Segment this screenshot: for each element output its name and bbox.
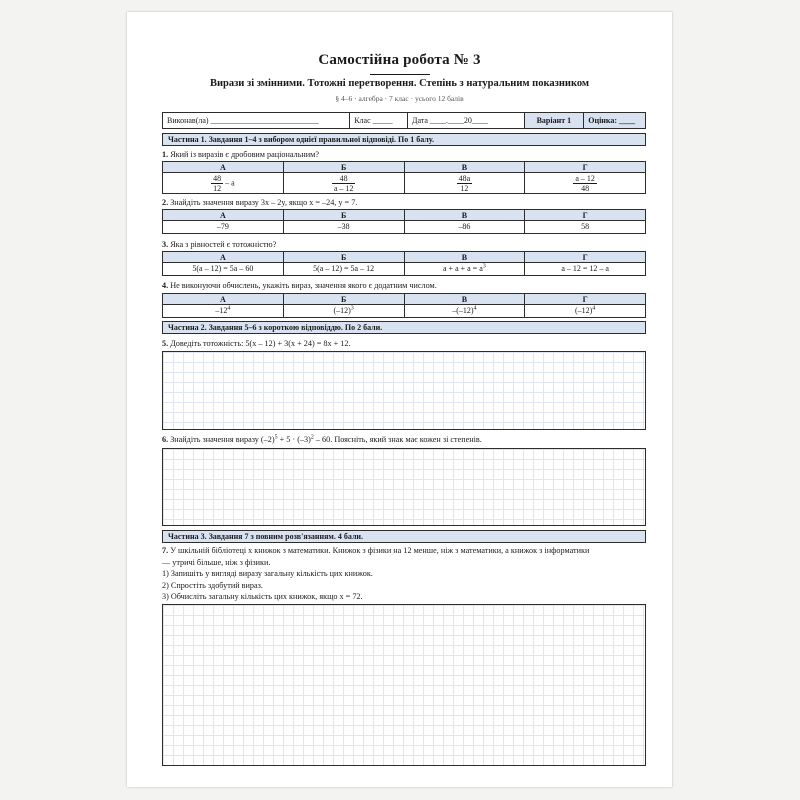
question-number: 3. <box>162 240 169 249</box>
answer-option-a[interactable]: $-12^4$ <box>163 305 284 318</box>
question-text: У шкільній бібліотеці x книжок з математики. Книжок з фізики на 12 менше, ніж з математики, а книжок з інформатики <box>170 546 590 555</box>
answer-option-a[interactable]: –79 <box>163 221 284 234</box>
option-header-a: А <box>163 210 284 221</box>
answer-option-b[interactable]: 5(a – 12) = 5a – 12 <box>283 263 404 276</box>
answer-option-d[interactable]: a – 12 = 12 – a <box>525 263 646 276</box>
question-2 <box>162 197 652 208</box>
answer-grid-q6[interactable] <box>162 448 646 526</box>
option-header-c: В <box>404 210 525 221</box>
class-field[interactable]: Клас _____ <box>350 113 408 128</box>
answer-option-c[interactable] <box>404 173 525 194</box>
section-part-1: Частина 1. Завдання 1–4 з вибором однієї правильної відповіді. По 1 балу. <box>162 133 646 146</box>
grade-field: Оцінка: ____ <box>584 113 645 128</box>
answer-option-d[interactable]: $(-12)^4$ <box>525 305 646 318</box>
question-number: 7. <box>162 546 169 555</box>
fraction: $\frac{48a}{12}$ <box>458 173 471 193</box>
fraction: $\frac{48}{a - 12}$ <box>333 173 354 193</box>
option-header-b: Б <box>283 252 404 263</box>
question-number: 4. <box>162 281 169 290</box>
page-title: Самостійна робота № 3 <box>318 52 481 68</box>
fraction: $\frac{a - 12}{48}$ <box>575 173 595 193</box>
question-5 <box>162 338 652 349</box>
page-meta: § 4–6 · алгебра · 7 клас · усього 12 балів <box>335 94 464 103</box>
answer-option-d[interactable] <box>525 173 646 194</box>
question-1 <box>162 149 652 160</box>
option-header-b: Б <box>283 294 404 305</box>
option-header-a: А <box>163 294 284 305</box>
answer-table-q3 <box>162 251 646 276</box>
question-text: Не виконуючи обчислень, укажіть вираз, значення якого є додатним числом. <box>170 281 437 290</box>
answer-option-a[interactable]: 5(a – 12) = 5a – 60 <box>163 263 284 276</box>
question-3 <box>162 239 652 250</box>
answer-option-b[interactable]: $(-12)^3$ <box>283 305 404 318</box>
question-text: — утричі більше, ніж з фізики. <box>162 557 271 567</box>
answer-table-q2 <box>162 209 646 234</box>
option-header-d: Г <box>525 162 646 173</box>
student-info-row <box>162 112 646 129</box>
question-text: Знайдіть значення виразу 3x – 2y, якщо x = –24, y = 7. <box>170 198 358 207</box>
question-number: 5. <box>162 339 169 348</box>
answer-option-a[interactable]: $\frac{48}{12}$ – a <box>163 173 284 194</box>
answer-table-q1 <box>162 161 646 194</box>
question-text: Яка з рівностей є тотожністю? <box>170 240 277 249</box>
subtask-2: 2) Спростіть здобутий вираз. <box>162 580 263 590</box>
question-text: Знайдіть значення виразу $(-2)^5 + 5 \cdot (-3)^2 - 60$. Поясніть, який знак має кожен зі степенів. <box>170 434 482 444</box>
question-text: Який із виразів є дробовим раціональним? <box>170 150 320 159</box>
student-name-field[interactable]: Виконав(ла) ___________________________ <box>163 113 350 128</box>
question-number: 1. <box>162 150 169 159</box>
question-6 <box>162 434 652 445</box>
fraction: $\frac{48}{12}$ <box>213 173 222 193</box>
answer-grid-q5[interactable] <box>162 351 646 430</box>
subtask-1: 1) Запишіть у вигляді виразу загальну кількість цих книжок. <box>162 569 373 578</box>
answer-option-c[interactable]: $a + a + a = a^3$ <box>404 263 525 276</box>
answer-grid-q7[interactable] <box>162 604 646 766</box>
option-header-b: Б <box>283 162 404 173</box>
answer-option-d[interactable]: 58 <box>525 221 646 234</box>
answer-option-c[interactable]: –86 <box>404 221 525 234</box>
option-header-b: Б <box>283 210 404 221</box>
question-text: Доведіть тотожність: 5(x – 12) + 3(x + 24) = 8x + 12. <box>170 339 351 348</box>
option-header-a: А <box>163 252 284 263</box>
option-header-c: В <box>404 294 525 305</box>
option-header-c: В <box>404 252 525 263</box>
question-number: 2. <box>162 198 169 207</box>
section-part-2: Частина 2. Завдання 5–6 з короткою відповіддю. По 2 бали. <box>162 321 646 334</box>
subtask-3: 3) Обчисліть загальну кількість цих книжок, якщо x = 72. <box>162 592 363 601</box>
option-header-c: В <box>404 162 525 173</box>
title-underline <box>370 74 430 75</box>
variant-label: Варіант 1 <box>525 113 585 128</box>
answer-option-b[interactable] <box>283 173 404 194</box>
answer-table-q4 <box>162 293 646 318</box>
option-header-d: Г <box>525 210 646 221</box>
answer-option-b[interactable]: –38 <box>283 221 404 234</box>
section-part-3: Частина 3. Завдання 7 з повним розв'язанням. 4 бали. <box>162 530 646 543</box>
worksheet-page <box>127 12 672 787</box>
question-number: 6. <box>162 435 169 444</box>
page-subtitle: Вирази зі змінними. Тотожні перетворення. Степінь з натуральним показником <box>209 78 590 89</box>
option-header-d: Г <box>525 294 646 305</box>
option-header-d: Г <box>525 252 646 263</box>
question-4 <box>162 280 652 291</box>
question-7 <box>162 545 652 603</box>
date-field[interactable]: Дата ____.____20____ <box>408 113 525 128</box>
option-header-a: А <box>163 162 284 173</box>
answer-option-c[interactable]: $-(-12)^4$ <box>404 305 525 318</box>
